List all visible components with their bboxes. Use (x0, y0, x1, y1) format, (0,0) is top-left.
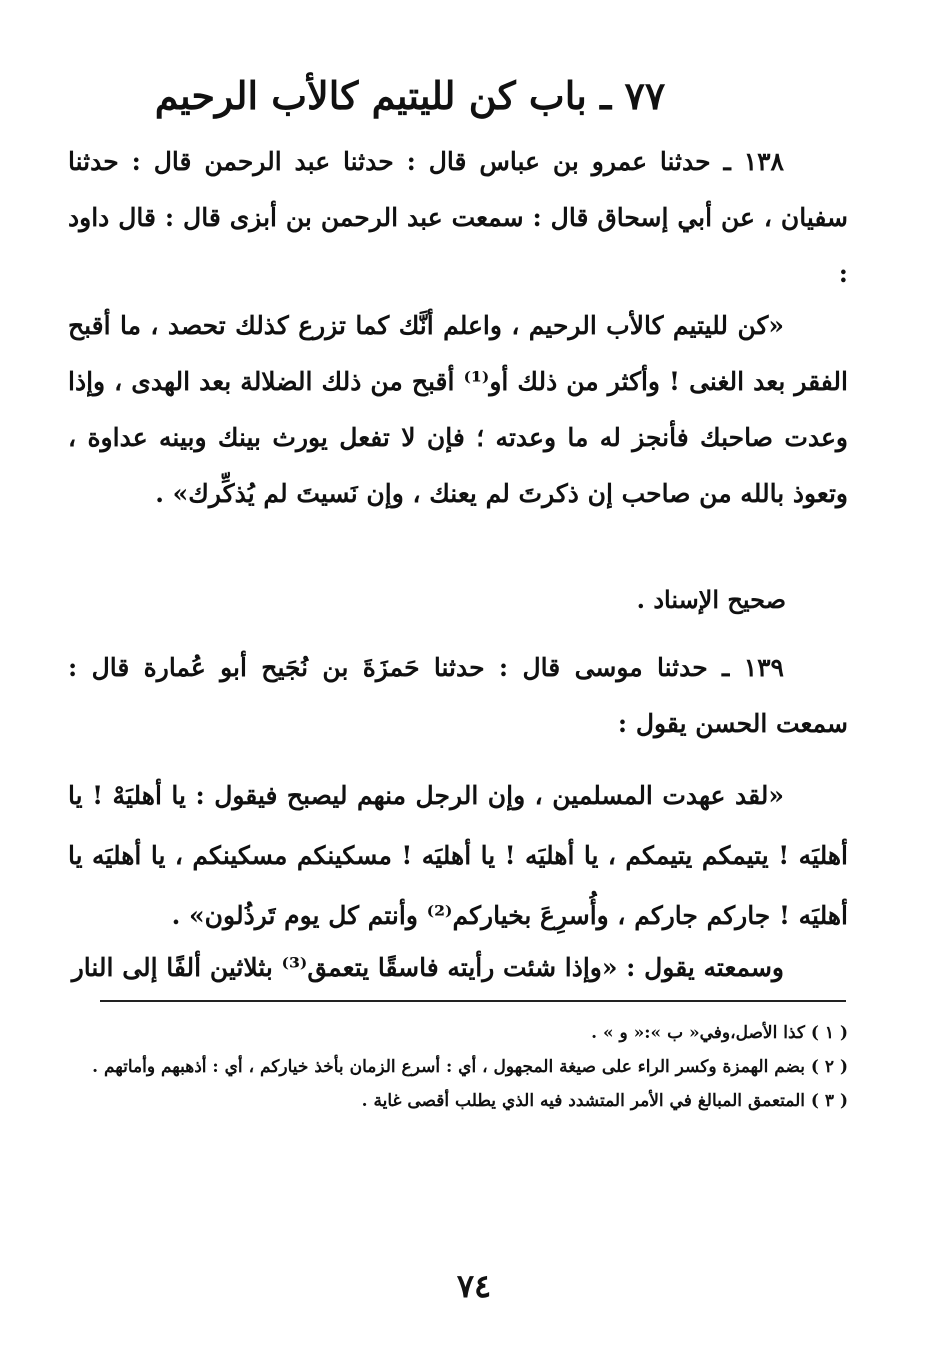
hadith-139-matn (68, 766, 848, 946)
hadith-139-matn-text: «لقد عهدت المسلمين ، وإن الرجل منهم ليصبح فيقول : يا أهليَهْ ! يا أهليَه ! يتيمكم يتيمكم ، يا أهليَه ! يا أهليَه ! مسكينكم مسكينكم ، يا أهليَه يا أهليَه ! جاركم جاركم ، وأُسرِعَ بخياركم⁽²⁾ وأنتم كل يوم تَرذُلون» . (68, 781, 848, 930)
page-number: ٧٤ (456, 1267, 492, 1305)
hadith-139-isnad-text: ١٣٩ ـ حدثنا موسى قال : حدثنا حَمزَةَ بن نُجَيح أبو عُمارة قال : سمعت الحسن يقول : (68, 653, 848, 738)
hadith-138-matn-text: «كن لليتيم كالأب الرحيم ، واعلم أنَّك كما تزرع كذلك تحصد ، ما أقبح الفقر بعد الغنى ! وأكثر من ذلك أو⁽¹⁾ أقبح من ذلك الضلالة بعد الهدى ، وإذا وعدت صاحبك فأنجز له ما وعدته ؛ فإن لا تفعل يورث بينك وبينه عداوة ، وتعوذ بالله من صاحب إن ذكرتَ لم يعنك ، وإن نَسيتَ لم يُذكِّرك» . (68, 311, 848, 508)
footnote-divider (100, 1000, 846, 1002)
footnote-2: ( ٢ ) بضم الهمزة وكسر الراء على صيغة المجهول ، أي : أسرع الزمان بأخذ خياركم ، أي : أذهبهم وأماتهم . (92, 1057, 848, 1077)
hadith-139-continuation-text: وسمعته يقول : «وإذا شئت رأيته فاسقًا يتعمق⁽³⁾ بثلاثين ألفًا إلى النار (71, 953, 784, 982)
hadith-138-grade: صحيح الإسناد . (636, 585, 786, 614)
hadith-138-isnad (68, 134, 848, 302)
footnote-1: ( ١ ) كذا الأصل،وفي« ب »:« و » . (591, 1023, 848, 1043)
hadith-139-continuation (68, 940, 848, 996)
hadith-138-isnad-text: ١٣٨ ـ حدثنا عمرو بن عباس قال : حدثنا عبد الرحمن قال : حدثنا سفيان ، عن أبي إسحاق قال : سمعت عبد الرحمن بن أبزى قال : قال داود : (68, 147, 848, 288)
footnote-3: ( ٣ ) المتعمق المبالغ في الأمر المتشدد فيه الذي يطلب أقصى غاية . (361, 1091, 848, 1111)
chapter-title: ٧٧ ـ باب كن لليتيم كالأب الرحيم (154, 73, 666, 118)
hadith-138-matn (68, 298, 848, 522)
hadith-139-isnad (68, 640, 848, 752)
footnotes (74, 1016, 848, 1118)
